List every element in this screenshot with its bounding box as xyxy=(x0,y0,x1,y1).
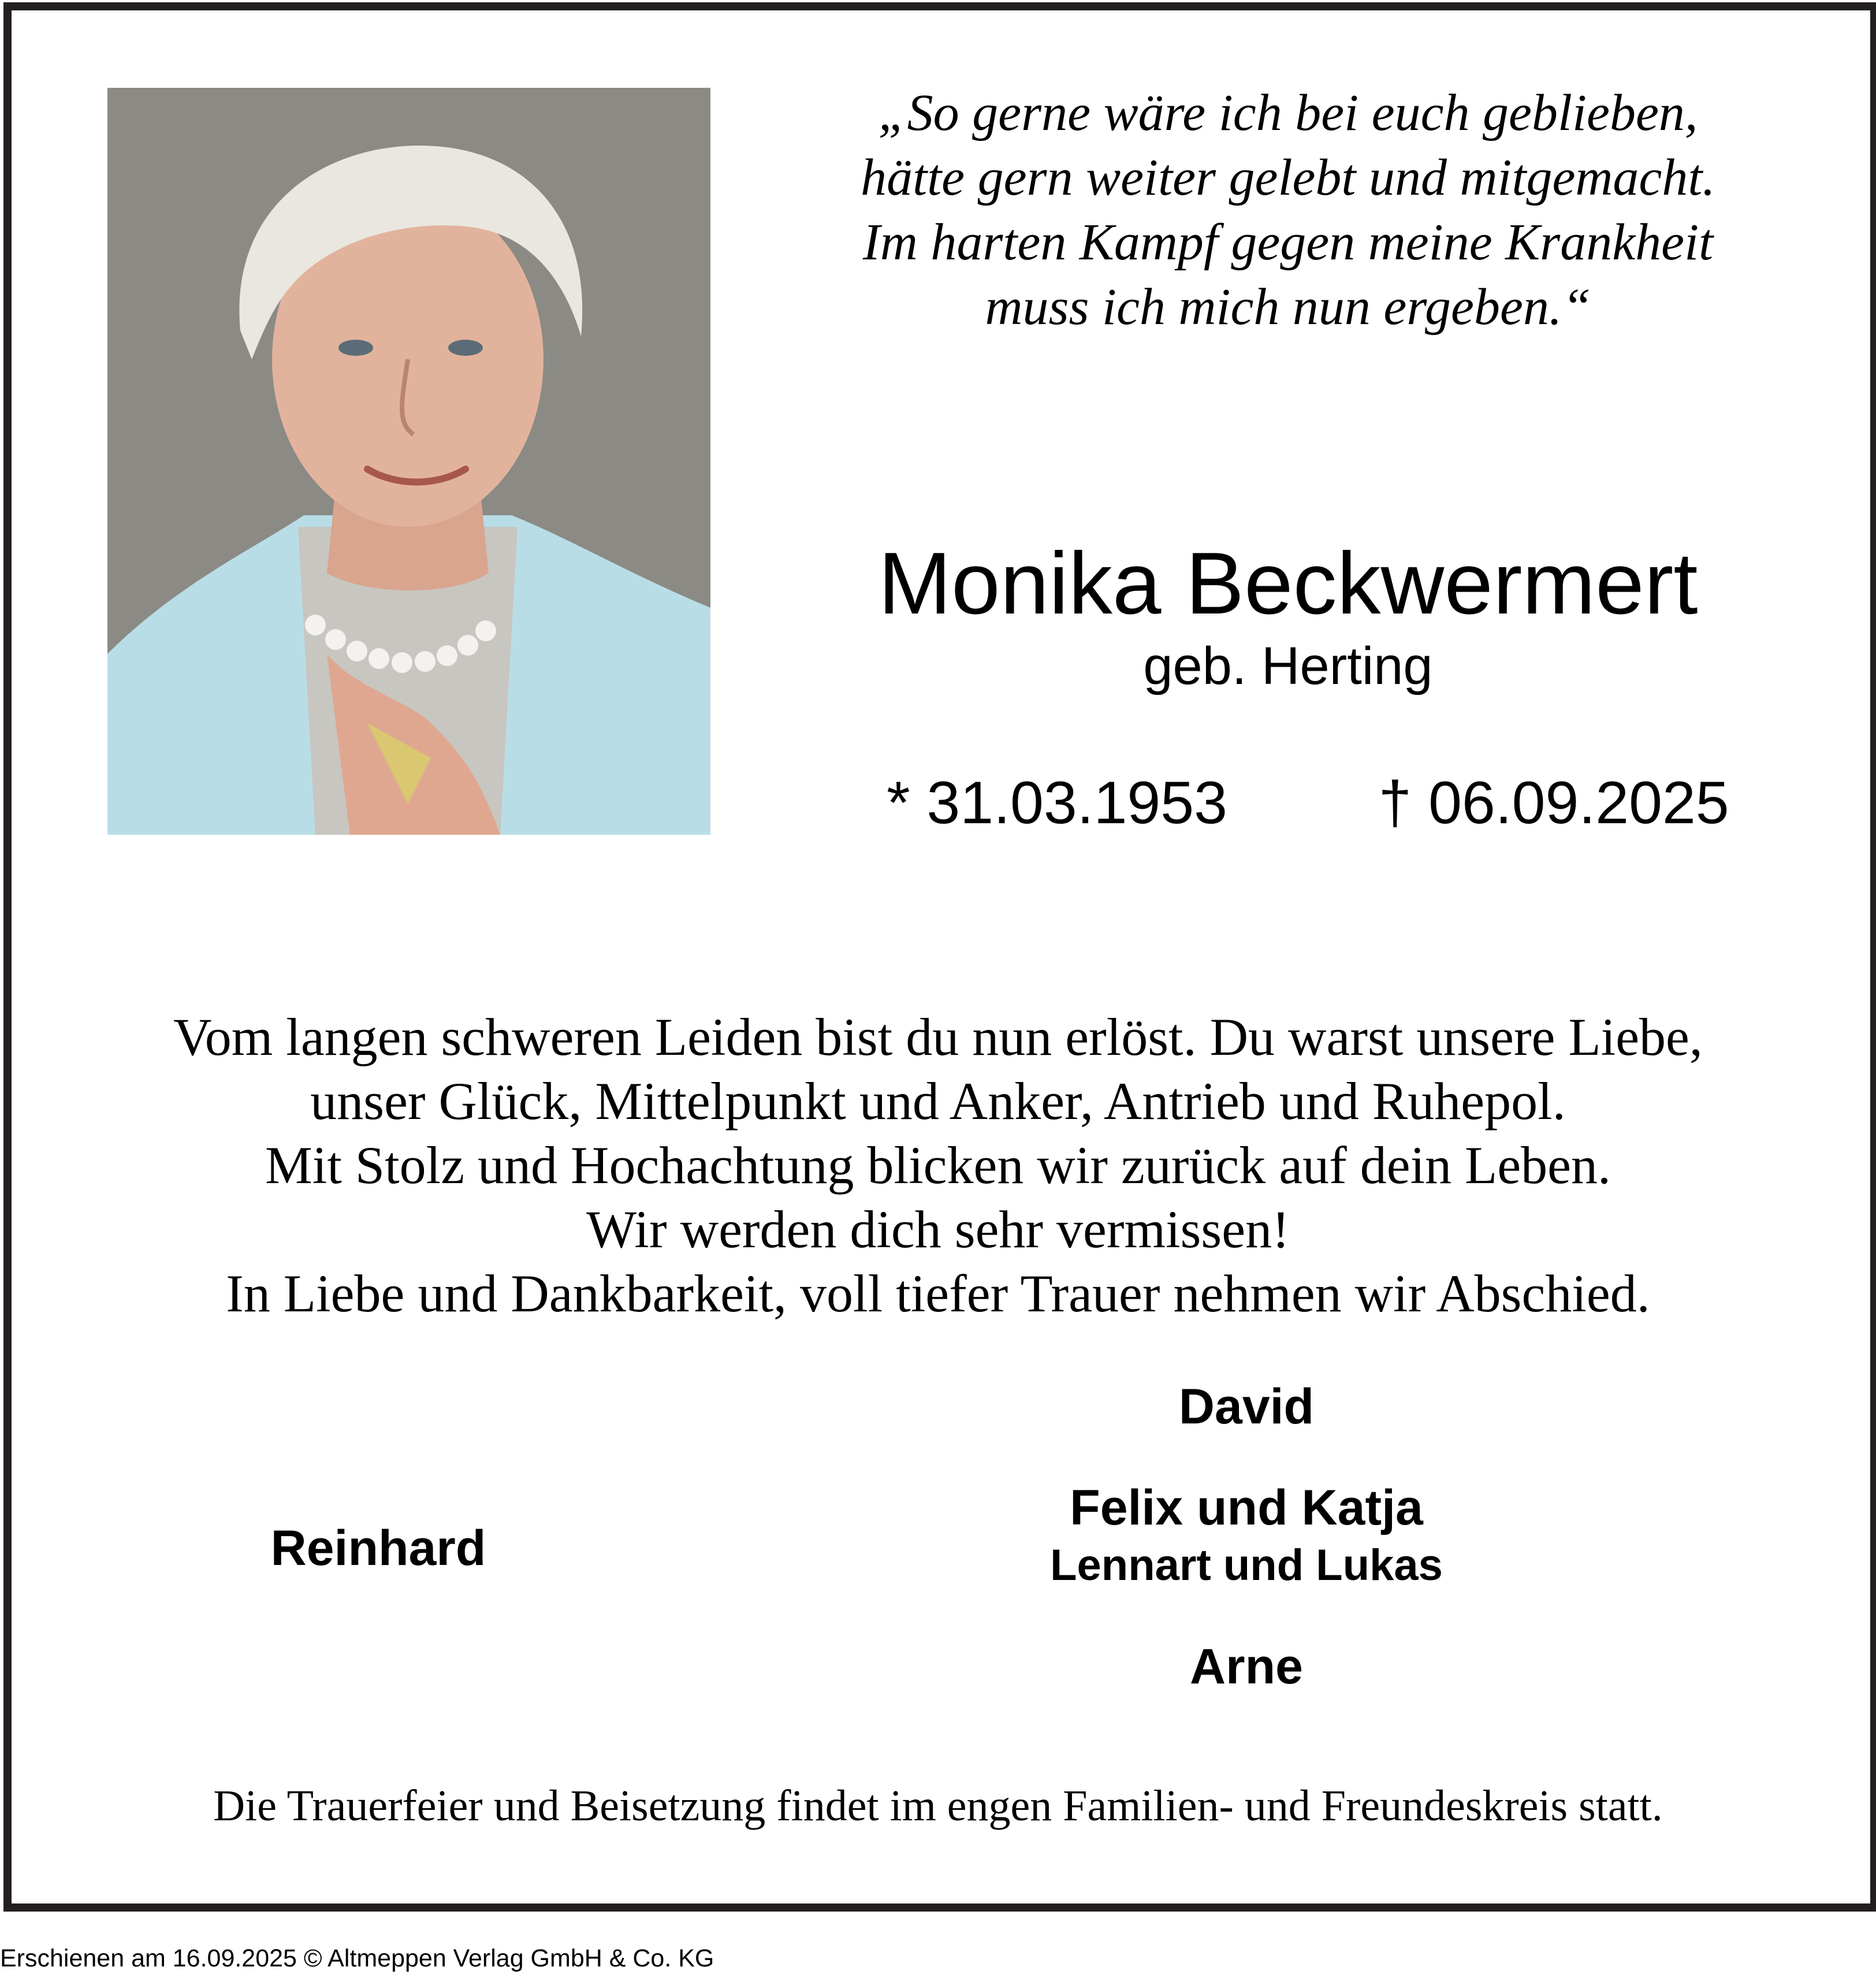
mourner-reinhard: Reinhard xyxy=(270,1520,486,1576)
farewell-line: Mit Stolz und Hochachtung blicken wir zurück auf dein Leben. xyxy=(265,1136,1611,1195)
quote-verse xyxy=(745,81,1831,340)
quote-line: muss ich mich nun ergeben.“ xyxy=(985,278,1591,336)
mourner-lennart-lukas: Lennart und Lukas xyxy=(1050,1541,1443,1590)
portrait-photo xyxy=(107,88,710,835)
farewell-line: In Liebe und Dankbarkeit, voll tiefer Trauer nehmen wir Abschied. xyxy=(226,1264,1650,1323)
deceased-name: Monika Beckwermert xyxy=(878,534,1698,633)
mourner-felix-katja: Felix und Katja xyxy=(1070,1480,1423,1535)
quote-line: „So gerne wäre ich bei euch geblieben, xyxy=(878,84,1698,142)
maiden-name: geb. Herting xyxy=(1143,637,1433,696)
farewell-line: Wir werden dich sehr vermissen! xyxy=(586,1200,1290,1259)
farewell-text xyxy=(0,1005,1876,1326)
mourner-arne: Arne xyxy=(1190,1639,1303,1694)
quote-line: hätte gern weiter gelebt und mitgemacht. xyxy=(861,149,1715,206)
death-date: † 06.09.2025 xyxy=(1378,769,1729,836)
funeral-note: Die Trauerfeier und Beisetzung findet im engen Familien- und Freundeskreis statt. xyxy=(213,1782,1663,1830)
publication-footer: Erschienen am 16.09.2025 © Altmeppen Verlag GmbH & Co. KG xyxy=(0,1944,714,1972)
mourner-david: David xyxy=(1178,1379,1315,1434)
birth-date: * 31.03.1953 xyxy=(887,769,1227,836)
farewell-line: unser Glück, Mittelpunkt und Anker, Antrieb und Ruhepol. xyxy=(310,1072,1566,1131)
farewell-line: Vom langen schweren Leiden bist du nun erlöst. Du warst unsere Liebe, xyxy=(173,1007,1703,1066)
quote-line: Im harten Kampf gegen meine Krankheit xyxy=(862,214,1714,271)
